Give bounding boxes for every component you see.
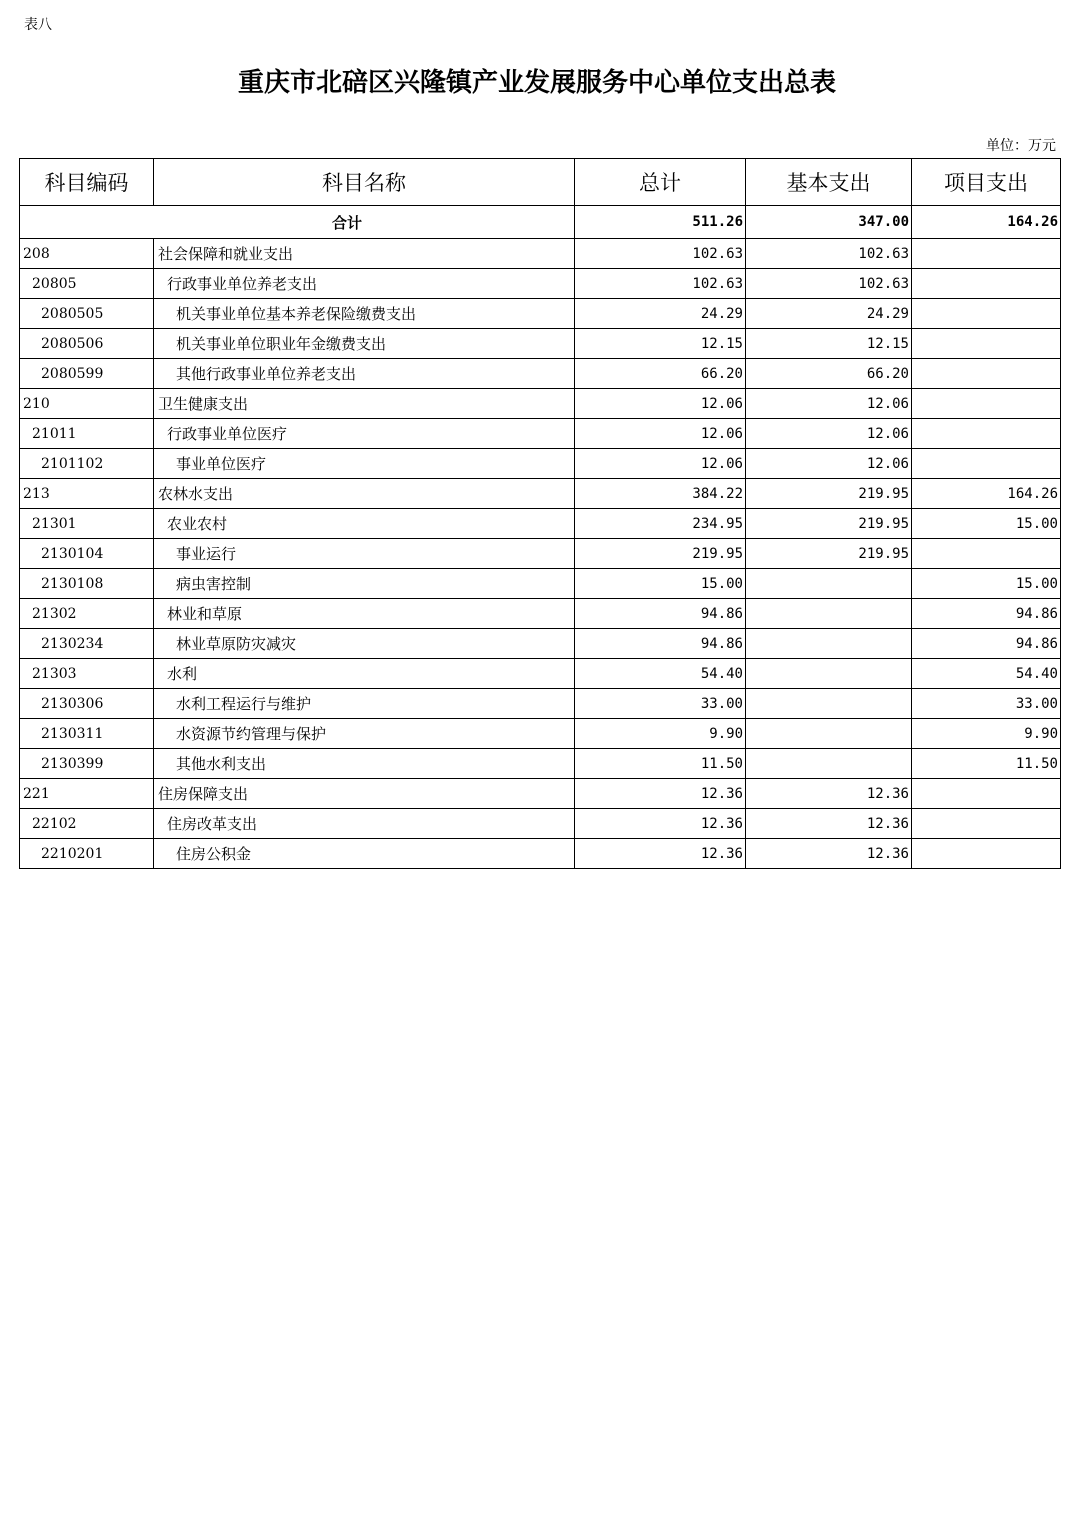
row-project bbox=[912, 239, 1061, 269]
row-name bbox=[154, 599, 575, 629]
row-name bbox=[154, 269, 575, 299]
row-basic: 12.06 bbox=[746, 419, 912, 449]
unit-label: 单位：万元 bbox=[986, 138, 1056, 154]
row-project: 54.40 bbox=[912, 659, 1061, 689]
row-project bbox=[912, 779, 1061, 809]
row-code-text: 21011 bbox=[32, 425, 77, 442]
row-name bbox=[154, 509, 575, 539]
table-number: 表八 bbox=[24, 17, 52, 33]
row-code bbox=[20, 359, 154, 389]
table-row bbox=[20, 779, 1061, 809]
row-code bbox=[20, 689, 154, 719]
row-total: 12.36 bbox=[575, 779, 746, 809]
row-basic: 12.36 bbox=[746, 779, 912, 809]
row-code-text: 20805 bbox=[32, 275, 77, 292]
row-code-text: 2130311 bbox=[41, 725, 104, 742]
row-total: 12.36 bbox=[575, 809, 746, 839]
row-project: 15.00 bbox=[912, 569, 1061, 599]
row-code bbox=[20, 749, 154, 779]
row-total: 102.63 bbox=[575, 239, 746, 269]
row-basic bbox=[746, 599, 912, 629]
row-total: 66.20 bbox=[575, 359, 746, 389]
row-name bbox=[154, 329, 575, 359]
row-basic: 12.06 bbox=[746, 449, 912, 479]
row-project: 11.50 bbox=[912, 749, 1061, 779]
table-row bbox=[20, 479, 1061, 509]
header-name: 科目名称 bbox=[154, 159, 575, 206]
row-code-text: 221 bbox=[23, 785, 50, 802]
row-code-text: 208 bbox=[23, 245, 50, 262]
row-name-text: 其他行政事业单位养老支出 bbox=[176, 365, 357, 383]
row-total: 54.40 bbox=[575, 659, 746, 689]
row-name-text: 水利工程运行与维护 bbox=[176, 695, 312, 713]
row-total: 15.00 bbox=[575, 569, 746, 599]
row-basic: 12.36 bbox=[746, 809, 912, 839]
row-project: 9.90 bbox=[912, 719, 1061, 749]
row-code-text: 210 bbox=[23, 395, 50, 412]
row-name-text: 机关事业单位职业年金缴费支出 bbox=[176, 335, 387, 353]
row-basic bbox=[746, 749, 912, 779]
row-name bbox=[154, 419, 575, 449]
row-total: 12.36 bbox=[575, 839, 746, 869]
row-project: 94.86 bbox=[912, 629, 1061, 659]
row-code-text: 2130399 bbox=[41, 755, 104, 772]
row-name bbox=[154, 629, 575, 659]
table-row bbox=[20, 509, 1061, 539]
row-code bbox=[20, 569, 154, 599]
table-row bbox=[20, 689, 1061, 719]
table-row bbox=[20, 749, 1061, 779]
row-project bbox=[912, 359, 1061, 389]
header-code: 科目编码 bbox=[20, 159, 154, 206]
row-name-text: 其他水利支出 bbox=[176, 755, 267, 773]
row-name bbox=[154, 359, 575, 389]
row-code bbox=[20, 539, 154, 569]
row-code-text: 2130234 bbox=[41, 635, 104, 652]
row-name bbox=[154, 779, 575, 809]
table-row bbox=[20, 329, 1061, 359]
row-code-text: 21302 bbox=[32, 605, 77, 622]
row-project: 164.26 bbox=[912, 479, 1061, 509]
row-project bbox=[912, 449, 1061, 479]
row-code bbox=[20, 509, 154, 539]
header-basic: 基本支出 bbox=[746, 159, 912, 206]
row-project bbox=[912, 329, 1061, 359]
row-name bbox=[154, 299, 575, 329]
row-code bbox=[20, 299, 154, 329]
table-row bbox=[20, 539, 1061, 569]
row-name-text: 病虫害控制 bbox=[176, 575, 252, 593]
table-row bbox=[20, 299, 1061, 329]
row-code-text: 213 bbox=[23, 485, 50, 502]
row-basic: 12.36 bbox=[746, 839, 912, 869]
row-project bbox=[912, 299, 1061, 329]
table-row bbox=[20, 599, 1061, 629]
row-code-text: 2080505 bbox=[41, 305, 104, 322]
row-name-text: 水资源节约管理与保护 bbox=[176, 725, 327, 743]
row-name bbox=[154, 539, 575, 569]
row-total: 102.63 bbox=[575, 269, 746, 299]
row-code bbox=[20, 839, 154, 869]
row-name-text: 住房改革支出 bbox=[167, 815, 258, 833]
row-project: 94.86 bbox=[912, 599, 1061, 629]
row-code-text: 2130108 bbox=[41, 575, 104, 592]
row-name-text: 事业单位医疗 bbox=[176, 455, 267, 473]
row-name-text: 机关事业单位基本养老保险缴费支出 bbox=[176, 305, 417, 323]
row-code-text: 2130306 bbox=[41, 695, 104, 712]
row-name-text: 事业运行 bbox=[176, 545, 237, 563]
row-project bbox=[912, 539, 1061, 569]
row-code-text: 2101102 bbox=[41, 455, 104, 472]
row-total: 12.06 bbox=[575, 419, 746, 449]
row-basic: 219.95 bbox=[746, 509, 912, 539]
row-code bbox=[20, 599, 154, 629]
row-project bbox=[912, 389, 1061, 419]
row-total: 33.00 bbox=[575, 689, 746, 719]
row-code bbox=[20, 329, 154, 359]
row-name bbox=[154, 839, 575, 869]
row-project bbox=[912, 269, 1061, 299]
row-name bbox=[154, 569, 575, 599]
table-row bbox=[20, 389, 1061, 419]
row-total: 384.22 bbox=[575, 479, 746, 509]
table-row bbox=[20, 269, 1061, 299]
row-basic: 102.63 bbox=[746, 239, 912, 269]
row-code-text: 22102 bbox=[32, 815, 77, 832]
row-name-text: 农业农村 bbox=[167, 515, 228, 533]
table-row bbox=[20, 419, 1061, 449]
expenditure-table bbox=[19, 158, 1061, 869]
row-code bbox=[20, 629, 154, 659]
row-name-text: 住房公积金 bbox=[176, 845, 252, 863]
row-total: 219.95 bbox=[575, 539, 746, 569]
row-name-text: 社会保障和就业支出 bbox=[158, 245, 294, 263]
row-total: 24.29 bbox=[575, 299, 746, 329]
row-code-text: 21303 bbox=[32, 665, 77, 682]
row-project bbox=[912, 419, 1061, 449]
row-name-text: 水利 bbox=[167, 665, 198, 683]
row-basic: 219.95 bbox=[746, 539, 912, 569]
row-name bbox=[154, 689, 575, 719]
table-row bbox=[20, 659, 1061, 689]
row-project bbox=[912, 809, 1061, 839]
row-name-text: 林业草原防灾减灾 bbox=[176, 635, 297, 653]
header-total: 总计 bbox=[575, 159, 746, 206]
row-basic: 102.63 bbox=[746, 269, 912, 299]
row-code-text: 2080506 bbox=[41, 335, 104, 352]
row-code bbox=[20, 779, 154, 809]
document-title: 重庆市北碚区兴隆镇产业发展服务中心单位支出总表 bbox=[237, 68, 836, 98]
row-total: 234.95 bbox=[575, 509, 746, 539]
row-name-text: 农林水支出 bbox=[158, 485, 234, 503]
row-total: 12.06 bbox=[575, 389, 746, 419]
row-code bbox=[20, 449, 154, 479]
row-basic: 12.06 bbox=[746, 389, 912, 419]
row-name-text: 行政事业单位医疗 bbox=[167, 425, 288, 443]
table-row bbox=[20, 629, 1061, 659]
total-value: 511.26 bbox=[575, 206, 746, 239]
row-total: 94.86 bbox=[575, 599, 746, 629]
table-row bbox=[20, 719, 1061, 749]
row-name bbox=[154, 239, 575, 269]
row-name bbox=[154, 809, 575, 839]
row-project bbox=[912, 839, 1061, 869]
row-total: 11.50 bbox=[575, 749, 746, 779]
table-row bbox=[20, 839, 1061, 869]
row-name bbox=[154, 719, 575, 749]
row-code bbox=[20, 239, 154, 269]
row-total: 12.06 bbox=[575, 449, 746, 479]
row-code bbox=[20, 719, 154, 749]
header-project: 项目支出 bbox=[912, 159, 1061, 206]
row-name bbox=[154, 389, 575, 419]
table-row bbox=[20, 809, 1061, 839]
row-name bbox=[154, 479, 575, 509]
row-basic bbox=[746, 719, 912, 749]
total-project-value: 164.26 bbox=[912, 206, 1061, 239]
row-code bbox=[20, 419, 154, 449]
row-name bbox=[154, 449, 575, 479]
row-name bbox=[154, 749, 575, 779]
row-code-text: 2130104 bbox=[41, 545, 104, 562]
row-total: 94.86 bbox=[575, 629, 746, 659]
row-name-text: 林业和草原 bbox=[167, 605, 243, 623]
row-basic: 24.29 bbox=[746, 299, 912, 329]
total-row bbox=[20, 206, 1061, 239]
row-code-text: 21301 bbox=[32, 515, 77, 532]
row-basic: 12.15 bbox=[746, 329, 912, 359]
row-project: 15.00 bbox=[912, 509, 1061, 539]
header-row bbox=[20, 159, 1061, 206]
table-row bbox=[20, 449, 1061, 479]
row-basic: 66.20 bbox=[746, 359, 912, 389]
row-name bbox=[154, 659, 575, 689]
row-name-text: 住房保障支出 bbox=[158, 785, 249, 803]
row-code bbox=[20, 389, 154, 419]
table-row bbox=[20, 239, 1061, 269]
table-row bbox=[20, 359, 1061, 389]
total-basic-value: 347.00 bbox=[746, 206, 912, 239]
row-code bbox=[20, 479, 154, 509]
row-code bbox=[20, 659, 154, 689]
row-basic bbox=[746, 689, 912, 719]
row-total: 9.90 bbox=[575, 719, 746, 749]
row-code-text: 2210201 bbox=[41, 845, 104, 862]
row-basic bbox=[746, 659, 912, 689]
row-basic bbox=[746, 629, 912, 659]
row-code bbox=[20, 809, 154, 839]
row-name-text: 行政事业单位养老支出 bbox=[167, 275, 318, 293]
row-project: 33.00 bbox=[912, 689, 1061, 719]
row-basic bbox=[746, 569, 912, 599]
row-name-text: 卫生健康支出 bbox=[158, 395, 249, 413]
row-code-text: 2080599 bbox=[41, 365, 104, 382]
total-label: 合计 bbox=[20, 206, 575, 239]
table-row bbox=[20, 569, 1061, 599]
row-total: 12.15 bbox=[575, 329, 746, 359]
row-code bbox=[20, 269, 154, 299]
row-basic: 219.95 bbox=[746, 479, 912, 509]
